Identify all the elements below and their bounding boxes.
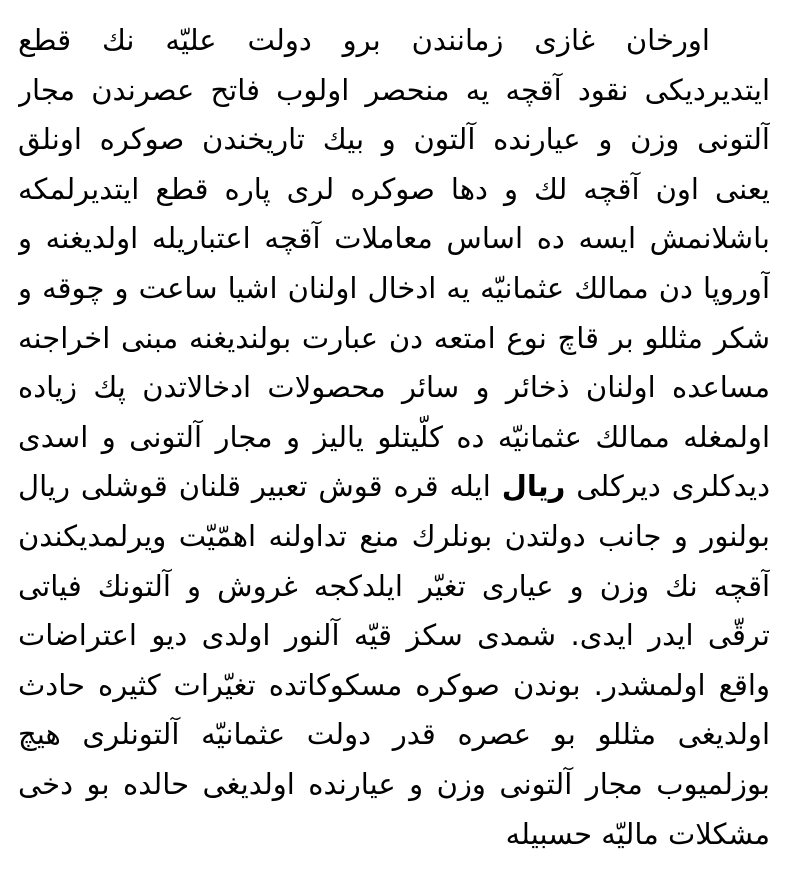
bold-word-riyal: ريال bbox=[501, 469, 566, 504]
document-body bbox=[18, 16, 770, 859]
text-line-11: بولنور و جانب دولتدن بونلرك منع تداولنه اهمّيّت ويرلمديكندن bbox=[18, 518, 770, 553]
text-line-3: آلتونى وزن و عيارنده آلتون و بيك تاريخندن صوكره اونلق bbox=[18, 122, 770, 157]
text-line-6: آوروپا دن ممالك عثمانيّه يه ادخال اولنان اشيا ساعت و چوقه و bbox=[18, 270, 770, 305]
text-line-17: مشكلات ماليّه حسبيله bbox=[505, 816, 770, 851]
text-line-12: آقچه نك وزن و عيارى تغيّر ايلدكجه غروش و آلتونك فياتى bbox=[18, 568, 770, 603]
text-line-13: ترقّى ايدر ايدى. شمدى سكز قيّه آلنور اولدى ديو اعتراضات bbox=[18, 618, 770, 653]
text-line-16: بوزلميوب مجار آلتونى وزن و عيارنده اولديغى حالده بو دخى bbox=[18, 766, 770, 801]
text-line-1: اورخان غازى زمانندن برو دولت عليّه نك قطع bbox=[18, 23, 710, 57]
text-line-2: ايتديرديكى نقود آقچه يه منحصر اولوب فاتح عصرندن مجار bbox=[18, 72, 770, 107]
text-line-14: واقع اولمشدر. بوندن صوكره مسكوكاتده تغيّرات كثيره حادث bbox=[18, 667, 770, 702]
text-line-10-before: ديدكلرى ديركلى bbox=[576, 469, 770, 504]
text-line-15: اولديغى مثللو بو عصره قدر دولت عثمانيّه آلتونلرى هيچ bbox=[18, 717, 770, 752]
text-line-10 bbox=[18, 462, 770, 512]
text-line-7: شكر مثللو بر قاچ نوع امتعه دن عبارت بولنديغنه مبنى اخراجنه bbox=[18, 320, 770, 355]
text-line-8: مساعده اولنان ذخائر و سائر محصولات ادخالاتدن پك زياده bbox=[18, 370, 770, 405]
text-line-10-after: ايله قره قوش تعبير قلنان قوشلى ريال bbox=[18, 469, 491, 504]
text-line-5: باشلانمش ايسه ده اساس معاملات آقچه اعتباريله اولديغنه و bbox=[18, 221, 770, 256]
text-line-9: اولمغله ممالك عثمانيّه ده كلّيتلو ياليز و مجار آلتونى و اسدى bbox=[18, 419, 770, 454]
text-line-4: يعنى اون آقچه لك و دها صوكره لرى پاره قطع ايتديرلمكه bbox=[18, 171, 770, 206]
